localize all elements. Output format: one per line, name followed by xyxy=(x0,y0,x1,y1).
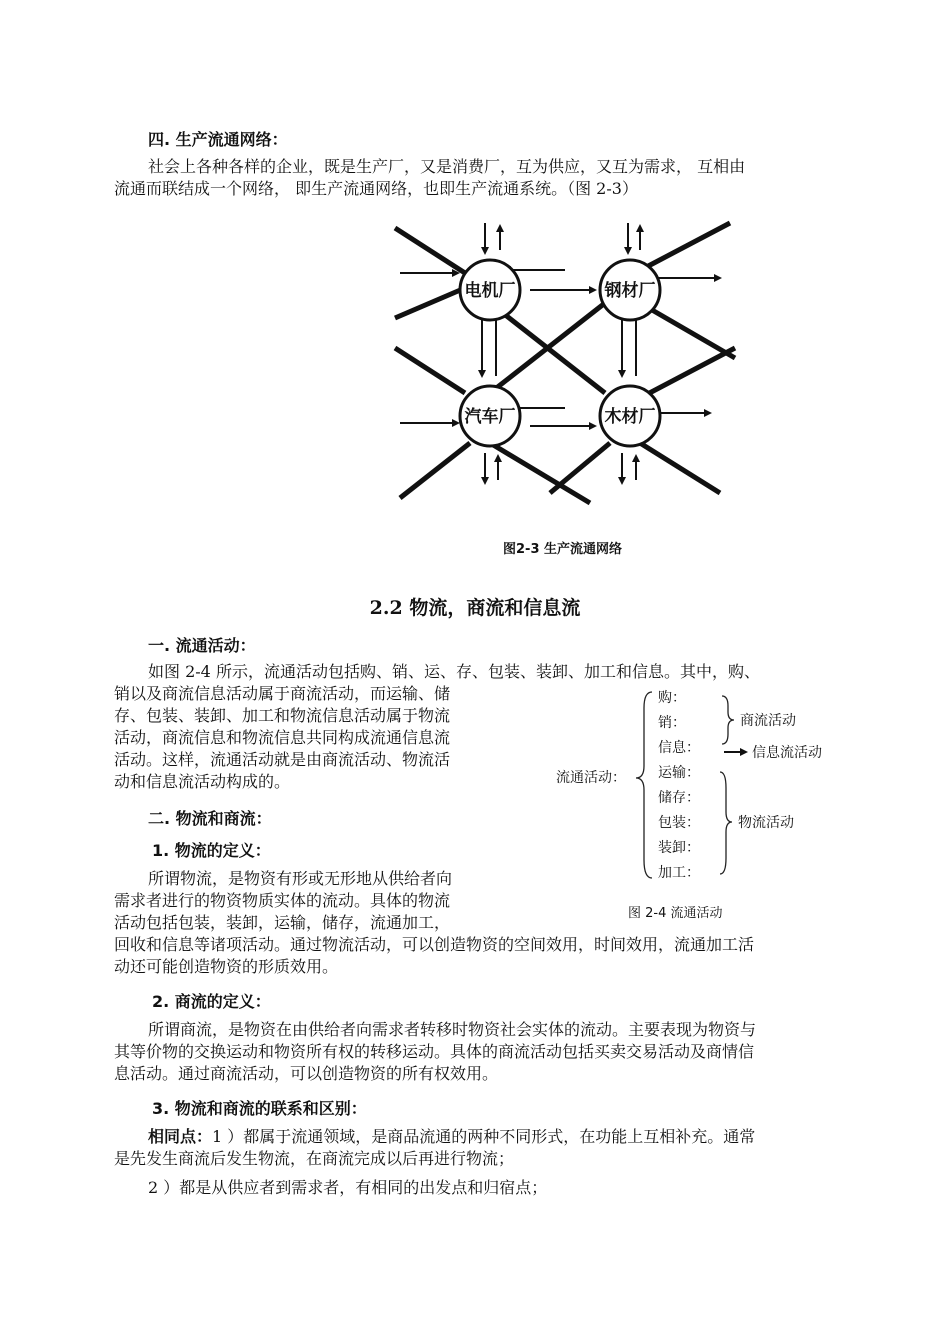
paragraph-line: 活动，商流信息和物流信息共同构成流通信息流 xyxy=(114,728,451,747)
paragraph-line: 所谓商流，是物资在由供给者向需求者转移时物资社会实体的流动。主要表现为物资与 xyxy=(148,1020,757,1039)
paragraph-line: 社会上各种各样的企业，既是生产厂，又是消费厂，互为供应，又互为需求， 互相由 xyxy=(148,157,746,176)
paragraph-line: 其等价物的交换运动和物资所有权的转移运动。具体的商流活动包括买卖交易活动及商情信 xyxy=(114,1042,755,1061)
activity-item: 购： xyxy=(658,690,686,706)
node-label: 电机厂 xyxy=(464,281,516,301)
paragraph-line: 息活动。通过商流活动，可以创造物资的所有权效用。 xyxy=(114,1064,499,1083)
paragraph-line: 如图 2-4 所示，流通活动包括购、销、运、存、包装、装卸、加工和信息。其中，购、 xyxy=(148,662,760,681)
subheading-relation: 3. 物流和商流的联系和区别： xyxy=(152,1099,367,1118)
group-label-shangliu: 商流活动 xyxy=(740,713,796,729)
node-label: 木材厂 xyxy=(604,407,656,427)
production-network-diagram xyxy=(390,218,750,508)
subheading-shangliu-definition: 2. 商流的定义： xyxy=(152,992,271,1011)
node-label: 汽车厂 xyxy=(464,407,516,427)
paragraph-line: 是先发生商流后发生物流，在商流完成以后再进行物流； xyxy=(114,1149,515,1168)
paragraph-line: 2 ）都是从供应者到需求者，有相同的出发点和归宿点； xyxy=(148,1178,548,1197)
section-heading-4: 四. 生产流通网络： xyxy=(148,130,288,149)
paragraph-line: 所谓物流，是物资有形或无形地从供给者向 xyxy=(148,869,453,888)
activity-item: 储存： xyxy=(658,790,700,806)
activity-item: 销： xyxy=(658,715,686,731)
paragraph-line: 存、包装、装卸、加工和物流信息活动属于物流 xyxy=(114,706,451,725)
paragraph-line: 回收和信息等诸项活动。通过物流活动，可以创造物资的空间效用，时间效用，流通加工活 xyxy=(114,935,755,954)
activity-item: 加工： xyxy=(658,865,700,881)
activity-item: 运输： xyxy=(658,765,700,781)
paragraph-line: 需求者进行的物资物质实体的流动。具体的物流 xyxy=(114,891,451,910)
activity-item: 装卸： xyxy=(658,840,700,856)
paragraph-line: 活动。这样，流通活动就是由商流活动、物流活 xyxy=(114,750,451,769)
same-points-text: 1 ）都属于流通领域，是商品流通的两种不同形式，在功能上互相补充。通常 xyxy=(212,1127,756,1146)
activity-item: 信息： xyxy=(658,740,700,756)
group-label-xinxi: 信息流活动 xyxy=(752,745,822,761)
activity-item: 包装： xyxy=(658,815,700,831)
paragraph-line xyxy=(148,1126,755,1148)
circulation-activity-diagram xyxy=(550,688,880,888)
paragraph-line: 流通而联结成一个网络， 即生产流通网络，也即生产流通系统。（图 2-3） xyxy=(114,179,638,198)
paragraph-line: 动和信息流活动构成的。 xyxy=(114,772,291,791)
node-label: 钢材厂 xyxy=(604,281,656,301)
production-network-figure xyxy=(390,218,750,508)
figure-caption: 图2-3 生产流通网络 xyxy=(503,542,623,557)
same-points-label: 相同点： xyxy=(148,1127,213,1146)
paragraph-line: 动还可能创造物资的形质效用。 xyxy=(114,957,339,976)
section-heading-2: 二. 物流和商流： xyxy=(148,809,272,828)
circulation-activity-figure xyxy=(550,688,880,888)
root-label: 流通活动： xyxy=(556,770,626,786)
group-label-wuliu: 物流活动 xyxy=(738,815,794,831)
section-title: 2.2 物流，商流和信息流 xyxy=(369,597,581,619)
subheading-wuliu-definition: 1. 物流的定义： xyxy=(152,841,271,860)
section-heading-1: 一. 流通活动： xyxy=(148,636,256,655)
paragraph-line: 销以及商流信息活动属于商流活动，而运输、储 xyxy=(114,684,451,703)
figure-caption: 图 2-4 流通活动 xyxy=(628,906,723,921)
paragraph-line: 活动包括包装，装卸，运输，储存，流通加工， xyxy=(114,913,451,932)
